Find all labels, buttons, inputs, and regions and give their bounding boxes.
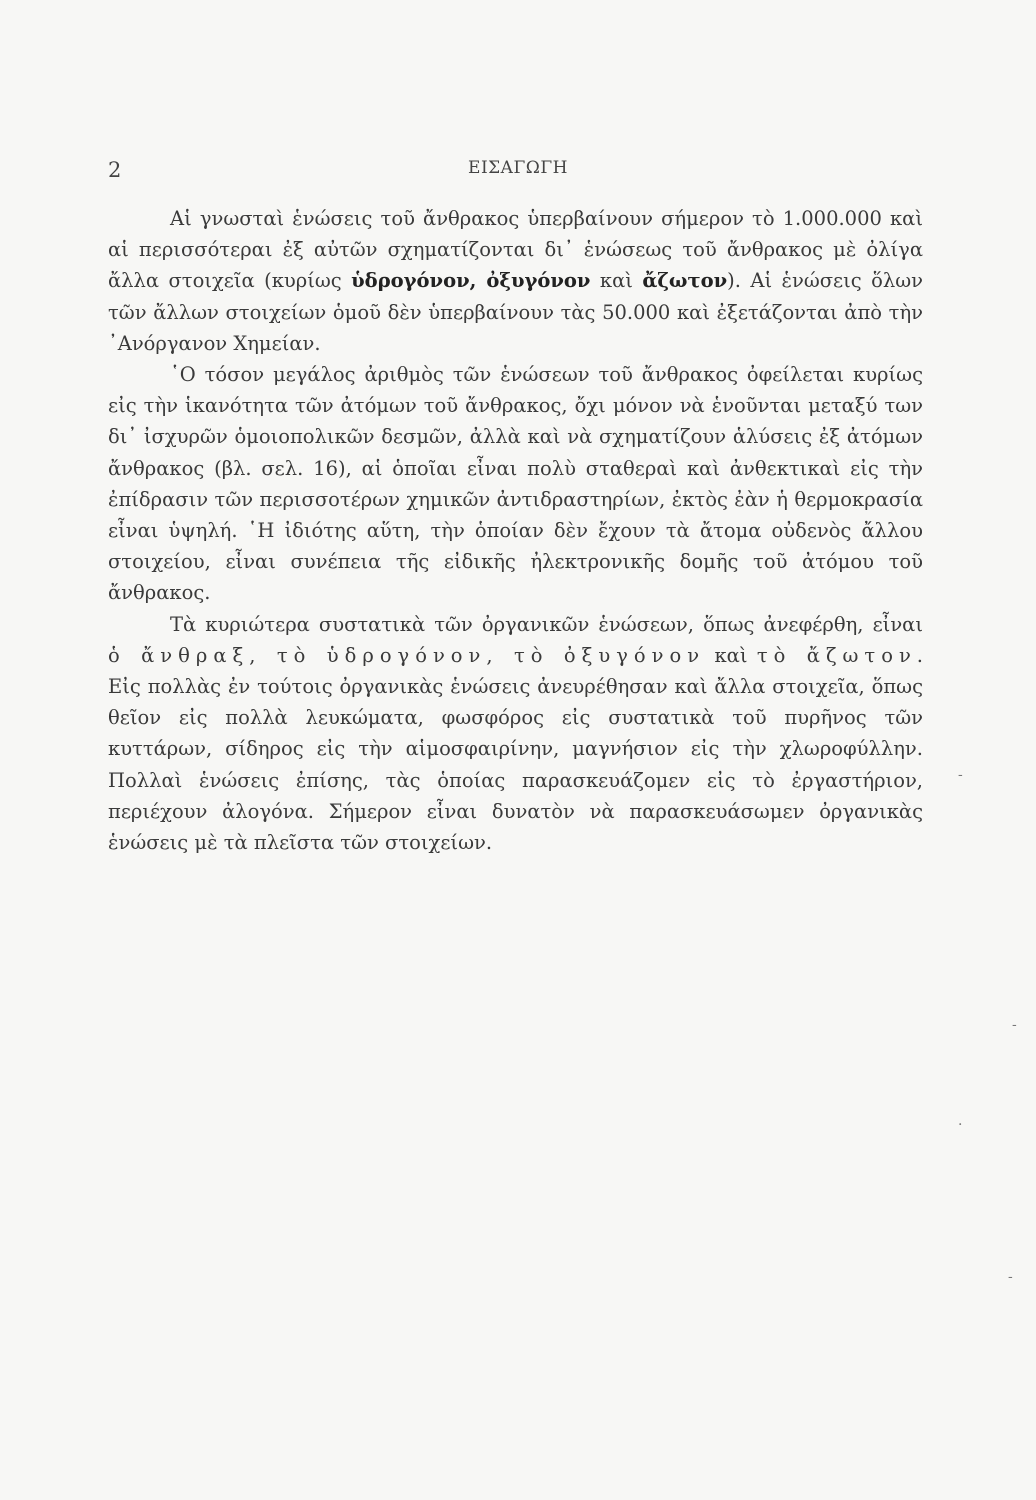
bold-term-1: ὑδρογόνον, ὀξυγόνον: [351, 269, 591, 293]
paragraph-1: [108, 203, 923, 359]
margin-mark: -: [1008, 1269, 1013, 1285]
bold-term-2: ἄζωτον: [642, 269, 728, 293]
paragraph-3-text-b: καὶ: [705, 643, 757, 667]
margin-mark: -: [958, 767, 963, 783]
running-header: ΕΙΣΑΓΩΓΗ: [468, 158, 568, 178]
margin-mark: ·: [958, 1117, 963, 1133]
paragraph-2: ῾Ο τόσον μεγάλος ἀριθμὸς τῶν ἑνώσεων τοῦ ἄνθρακος ὀφείλεται κυρίως εἰς τὴν ἱκανότητα τῶν ἀτόμων τοῦ ἄνθρακος, ὄχι μόνον νὰ ἑνοῦνται μεταξύ των δι᾿ ἰσχυρῶν ὁμοιοπολικῶν δεσμῶν, ἀλλὰ καὶ νὰ σχηματίζουν ἁλύσεις ἐξ ἀτόμων ἄνθρακος (βλ. σελ. 16), αἱ ὁποῖαι εἶναι πολὺ σταθεραὶ καὶ ἀνθεκτικαὶ εἰς τὴν ἐπίδρασιν τῶν περισσοτέρων χημικῶν ἀντιδραστηρίων, ἐκτὸς ἐὰν ἡ θερμοκρασία εἶναι ὑψηλή. ῾Η ἰδιότης αὕτη, τὴν ὁποίαν δὲν ἔχουν τὰ ἄτομα οὐδενὸς ἄλλου στοιχείου, εἶναι συνέπεια τῆς εἰδικῆς ἠλεκτρονικῆς δομῆς τοῦ ἀτόμου τοῦ ἄνθρακος.: [108, 363, 923, 605]
paragraph-3-text-c: . Εἰς πολλὰς ἐν τούτοις ὀργανικὰς ἑνώσεις ἀνευρέθησαν καὶ ἄλλα στοιχεῖα, ὅπως θεῖον εἰς πολλὰ λευκώματα, φωσφόρος εἰς συστατικὰ τοῦ πυρῆνος τῶν κυττάρων, σίδηρος εἰς τὴν αἱμοσφαιρίνην, μαγνήσιον εἰς τὴν χλωροφύλλην. Πολλαὶ ἑνώσεις ἐπίσης, τὰς ὁποίας παρασκευάζομεν εἰς τὸ ἐργαστήριον, περιέχουν ἀλογόνα. Σήμερον εἶναι δυνατὸν νὰ παρασκευάσωμεν ὀργανικὰς ἑνώσεις μὲ τὰ πλεῖστα τῶν στοιχείων.: [108, 643, 923, 855]
body-text: [108, 203, 923, 858]
paragraph-1-text-c: ). Αἱ ἑνώσεις ὅλων τῶν ἄλλων στοιχείων ὁμοῦ δὲν ὑπερβαίνουν τὰς 50.000 καὶ ἐξετάζονται ἀπὸ τὴν ᾿Ανόργανον Χημείαν.: [108, 269, 924, 355]
paragraph-1-text-b: καὶ: [590, 269, 643, 293]
paragraph-1-text-a: Αἱ γνωσταὶ ἑνώσεις τοῦ ἄνθρακος ὑπερβαίνουν σήμερον τὸ 1.000.000 καὶ αἱ περισσότεραι ἐξ αὐτῶν σχηματίζονται δι᾿ ἑνώσεως τοῦ ἄνθρακος μὲ ὀλίγα ἄλλα στοιχεῖα (κυρίως: [108, 207, 923, 293]
margin-mark: -: [1012, 1017, 1017, 1033]
paragraph-3-text-a: Τὰ κυριώτερα συστατικὰ τῶν ὀργανικῶν ἑνώσεων, ὅπως ἀνεφέρθη, εἶναι: [170, 612, 923, 636]
page-number: 2: [108, 158, 122, 182]
spaced-terms-2: τὸ ἄζωτον: [756, 643, 917, 667]
paragraph-3: [108, 609, 923, 859]
spaced-terms-1: ὁ ἄνθραξ, τὸ ὑδρογόνον, τὸ ὀξυγόνον: [108, 643, 706, 667]
